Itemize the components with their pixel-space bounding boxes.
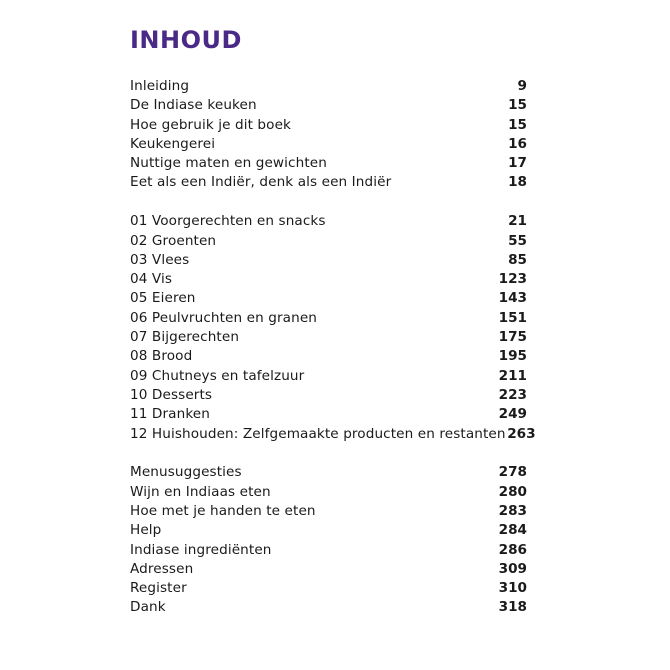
toc-entry-page-number: 16 — [508, 135, 527, 152]
toc-entry-page-number: 249 — [498, 406, 527, 423]
toc-entry-label: 06 Peulvruchten en granen — [130, 309, 317, 326]
toc-entry-page-number: 283 — [498, 502, 527, 519]
toc-entry — [130, 367, 527, 386]
toc-entry-page-number: 284 — [498, 522, 527, 539]
toc-entry — [130, 425, 536, 444]
toc-entry-label: Hoe met je handen te eten — [130, 502, 316, 519]
toc-entry-label: 11 Dranken — [130, 406, 210, 423]
toc-entry — [130, 386, 527, 405]
toc-entry-label: 05 Eieren — [130, 290, 196, 307]
toc-entry-page-number: 15 — [508, 97, 527, 114]
toc-entry-page-number: 223 — [498, 386, 527, 403]
toc-entry — [130, 135, 527, 154]
toc-entry-page-number: 85 — [508, 251, 527, 268]
toc-entry — [130, 502, 527, 521]
toc-entry — [130, 173, 527, 192]
toc-entry — [130, 347, 527, 366]
toc-entry-label: 07 Bijgerechten — [130, 329, 240, 346]
toc-entry-label: Nuttige maten en gewichten — [130, 155, 327, 172]
toc-entry — [130, 463, 527, 482]
toc-entry-label: Inleiding — [130, 78, 190, 94]
toc-entry — [130, 251, 527, 270]
table-of-contents — [130, 26, 536, 637]
toc-sections — [130, 77, 536, 618]
toc-entry — [130, 270, 527, 289]
toc-entry — [130, 405, 527, 424]
page-title: INHOUD — [130, 26, 242, 54]
toc-entry-label: 04 Vis — [130, 271, 173, 288]
toc-entry — [130, 232, 527, 251]
toc-entry — [130, 521, 527, 540]
toc-entry-page-number: 123 — [498, 271, 527, 288]
toc-entry-page-number: 175 — [498, 329, 527, 346]
toc-section — [130, 77, 527, 193]
toc-entry-page-number: 318 — [498, 599, 527, 616]
toc-entry-label: Register — [130, 580, 187, 597]
toc-entry — [130, 598, 527, 617]
toc-entry-label: Adressen — [130, 560, 194, 577]
toc-entry-label: Indiase ingrediënten — [130, 541, 272, 558]
toc-entry — [130, 309, 527, 328]
toc-entry-label: 02 Groenten — [130, 232, 217, 249]
toc-entry-page-number: 280 — [498, 483, 527, 500]
toc-entry-page-number: 278 — [498, 464, 527, 481]
toc-entry-label: Keukengerei — [130, 135, 216, 152]
toc-entry-label: De Indiase keuken — [130, 97, 257, 114]
toc-entry-label: 12 Huishouden: Zelfgemaakte producten en restanten — [130, 425, 506, 442]
toc-entry-page-number: 17 — [508, 155, 527, 172]
toc-entry-page-number: 309 — [498, 560, 527, 577]
toc-entry — [130, 154, 527, 173]
toc-entry-page-number: 55 — [508, 232, 527, 249]
toc-entry-page-number: 9 — [517, 78, 527, 94]
toc-entry — [130, 212, 527, 231]
toc-entry-page-number: 286 — [498, 541, 527, 558]
toc-entry-label: Dank — [130, 599, 166, 616]
toc-entry-page-number: 195 — [498, 348, 527, 365]
toc-entry — [130, 77, 527, 96]
toc-entry — [130, 483, 527, 502]
toc-entry — [130, 579, 527, 598]
toc-entry-label: 10 Desserts — [130, 386, 213, 403]
toc-entry-label: Eet als een Indiër, denk als een Indiër — [130, 174, 392, 191]
toc-entry-label: 01 Voorgerechten en snacks — [130, 213, 326, 230]
toc-entry-page-number: 21 — [508, 213, 527, 230]
toc-entry — [130, 541, 527, 560]
toc-entry — [130, 328, 527, 347]
toc-entry-label: Help — [130, 522, 162, 539]
toc-entry-label: 09 Chutneys en tafelzuur — [130, 367, 305, 384]
toc-entry-page-number: 211 — [498, 367, 527, 384]
toc-entry-page-number: 151 — [498, 309, 527, 326]
toc-section — [130, 212, 536, 444]
toc-entry — [130, 96, 527, 115]
toc-entry-label: Hoe gebruik je dit boek — [130, 116, 292, 133]
toc-entry-label: Menusuggesties — [130, 464, 242, 481]
toc-entry-page-number: 15 — [508, 116, 527, 133]
toc-entry-label: 03 Vlees — [130, 251, 190, 268]
toc-entry-page-number: 310 — [498, 580, 527, 597]
toc-entry — [130, 289, 527, 308]
toc-entry — [130, 116, 527, 135]
toc-entry-page-number: 143 — [498, 290, 527, 307]
toc-entry-page-number: 18 — [508, 174, 527, 191]
toc-entry — [130, 560, 527, 579]
toc-entry-page-number: 263 — [507, 425, 536, 442]
toc-entry-label: Wijn en Indiaas eten — [130, 483, 271, 500]
toc-section — [130, 463, 527, 617]
toc-entry-label: 08 Brood — [130, 348, 193, 365]
